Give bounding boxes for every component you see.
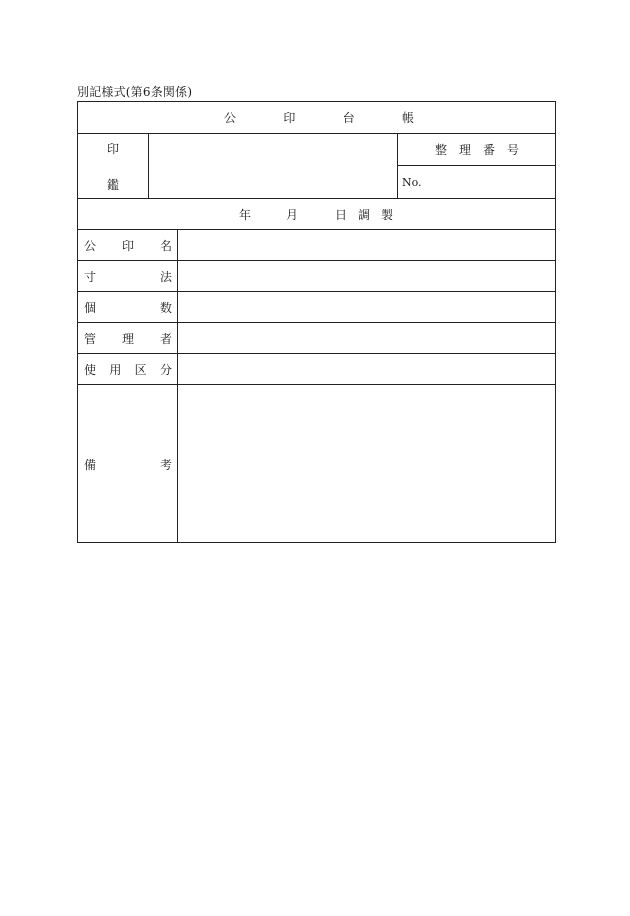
label-char: 個	[84, 300, 97, 315]
row-label-size	[84, 261, 172, 291]
label-char: 公	[84, 238, 97, 253]
label-char: 法	[159, 269, 172, 284]
label-char: 区	[134, 362, 147, 377]
date-month-char: 月	[285, 207, 298, 222]
row-label-remarks	[84, 385, 172, 543]
label-char: 者	[159, 331, 172, 346]
manager-field[interactable]	[178, 323, 555, 353]
date-day-char: 日	[334, 207, 347, 222]
form-caption: 別記様式(第6条関係)	[77, 85, 193, 99]
seal-register-form	[77, 101, 556, 543]
number-header	[435, 134, 519, 165]
title-char: 台	[342, 111, 355, 125]
label-char: 印	[121, 238, 134, 253]
row-label-count	[84, 292, 172, 322]
row-label-seal-name	[84, 230, 172, 260]
remarks-field[interactable]	[178, 385, 555, 542]
title-char: 公	[224, 111, 237, 125]
date-made-char: 調	[357, 207, 370, 222]
count-field[interactable]	[178, 292, 555, 322]
date-year-char: 年	[238, 207, 251, 222]
label-char: 管	[84, 331, 97, 346]
date-made-char: 製	[380, 207, 393, 222]
title-char: 帳	[401, 111, 414, 125]
seal-name-field[interactable]	[178, 230, 555, 260]
title-char: 印	[283, 111, 296, 125]
divider	[78, 198, 555, 199]
label-char: 使	[84, 362, 97, 377]
row-label-manager	[84, 323, 172, 353]
usage-category-field[interactable]	[178, 354, 555, 384]
number-prefix: No.	[402, 175, 422, 189]
label-char: 理	[121, 331, 134, 346]
number-header-char: 整	[435, 143, 448, 157]
number-header-char: 理	[458, 143, 471, 157]
row-label-usage-category	[84, 354, 172, 384]
number-header-char: 号	[506, 143, 519, 157]
form-title	[224, 102, 414, 133]
label-char: 備	[84, 457, 97, 472]
number-field[interactable]	[428, 166, 555, 198]
label-char: 数	[159, 300, 172, 315]
seal-impression-box[interactable]	[149, 134, 397, 198]
label-char: 名	[159, 238, 172, 253]
number-header-char: 番	[482, 143, 495, 157]
size-field[interactable]	[178, 261, 555, 291]
seal-label-bottom: 鑑	[106, 177, 119, 192]
label-char: 考	[159, 457, 172, 472]
seal-label-top: 印	[106, 141, 119, 156]
label-char: 寸	[84, 269, 97, 284]
label-char: 分	[159, 362, 172, 377]
label-char: 用	[109, 362, 122, 377]
